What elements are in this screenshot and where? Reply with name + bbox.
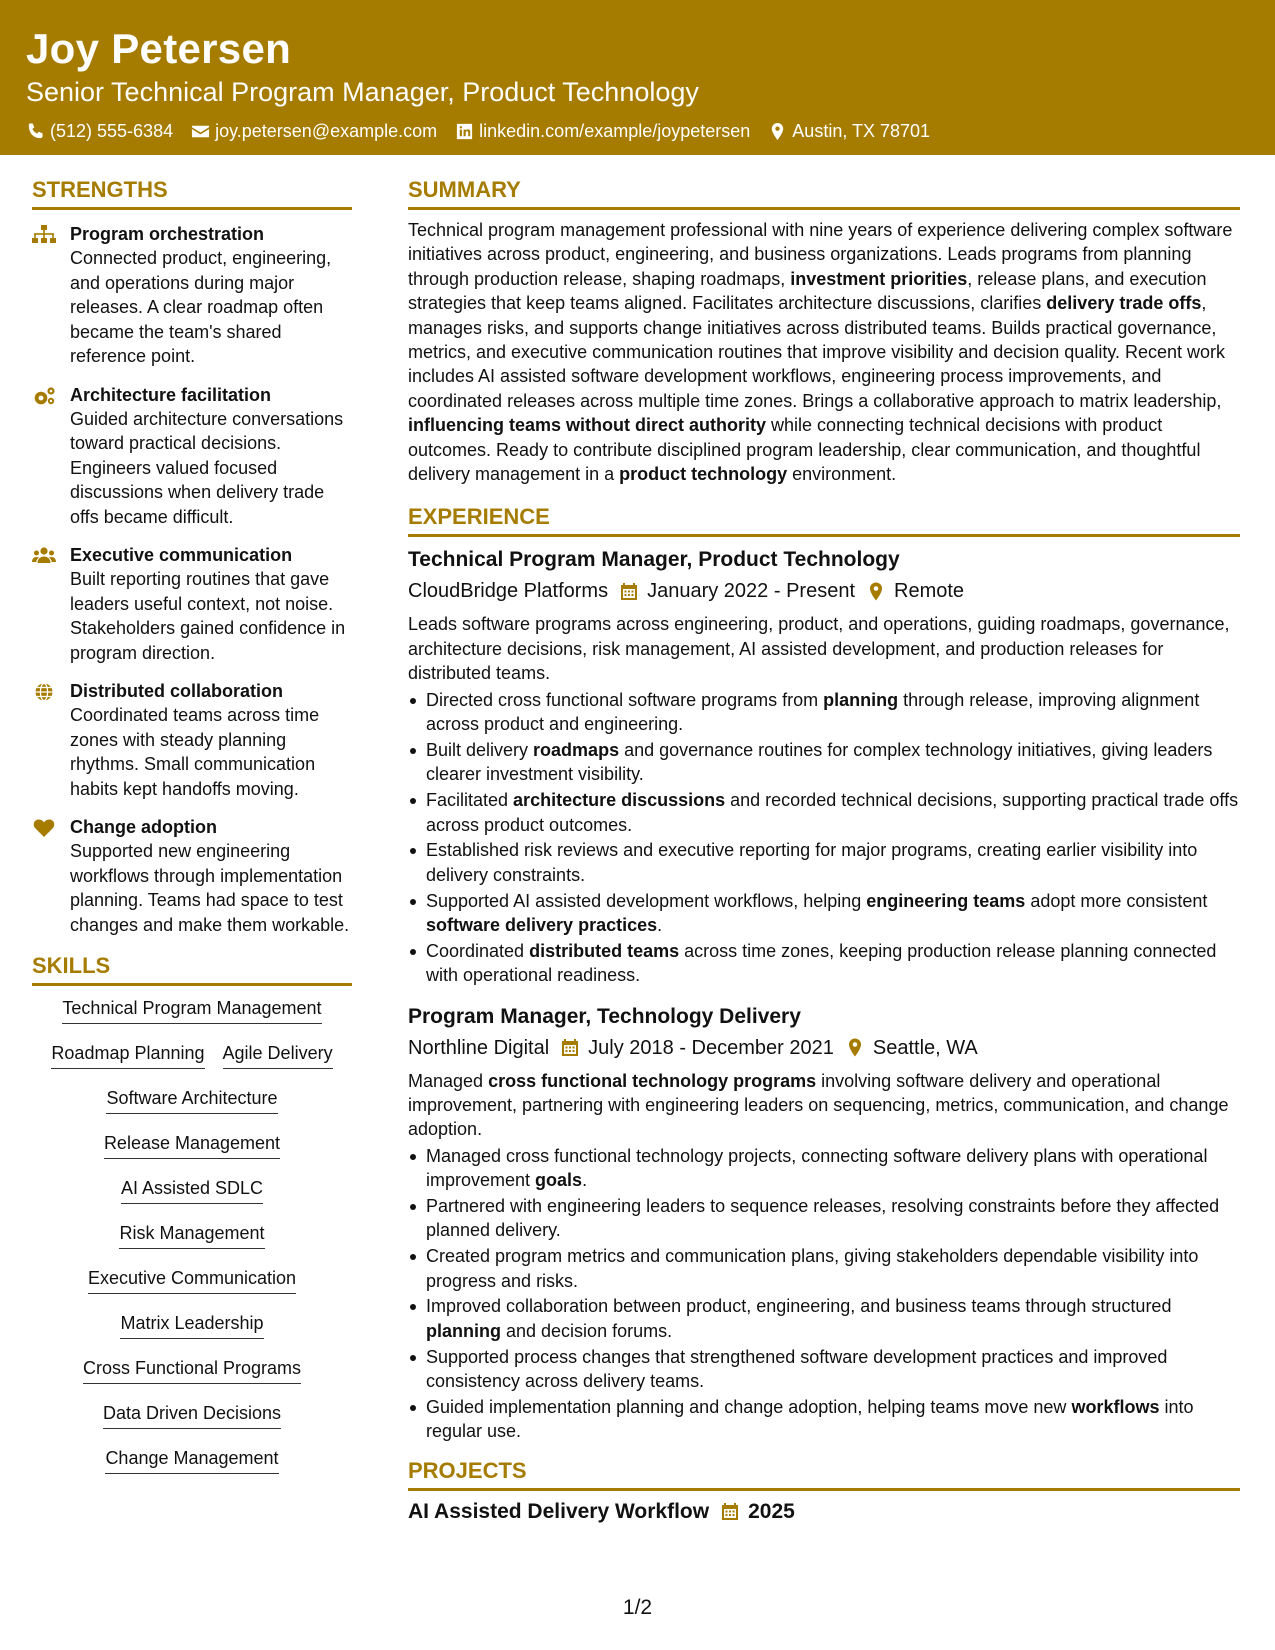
bullet-item: Partnered with engineering leaders to sequence releases, resolving constraints before they affected planned delivery. (408, 1194, 1240, 1243)
strength-desc: Coordinated teams across time zones with steady planning rhythms. Small communication habits kept handoffs moving. (70, 705, 320, 799)
skill-tag: Matrix Leadership (120, 1311, 263, 1339)
job-description: Leads software programs across engineering, product, and operations, guiding roadmaps, governance, architecture decisions, risk management, AI assisted development, and production releases for distributed teams. (408, 614, 1230, 684)
job-entry (408, 1002, 1240, 1444)
left-column (32, 175, 352, 1491)
job-meta (408, 1033, 1240, 1063)
strength-item (32, 222, 352, 369)
experience-heading: EXPERIENCE (408, 502, 1240, 537)
strengths-list (32, 222, 352, 937)
emphasis-text: architecture discussions (513, 790, 726, 811)
emphasis-text: goals (535, 1170, 583, 1191)
project-name: AI Assisted Delivery Workflow (408, 1499, 710, 1523)
job-company: CloudBridge Platforms (408, 580, 609, 603)
summary-heading: SUMMARY (408, 175, 1240, 210)
envelope-icon (191, 122, 210, 141)
strength-name: Change adoption (70, 817, 217, 837)
emphasis-text: delivery trade offs (1046, 293, 1202, 314)
bullet-item: Guided implementation planning and change adoption, helping teams move new workflows into regular use. (408, 1395, 1240, 1444)
candidate-title: Senior Technical Program Manager, Product Technology (26, 77, 699, 107)
strength-name: Executive communication (70, 545, 293, 565)
phone-icon (26, 122, 45, 141)
emphasis-text: workflows (1071, 1396, 1160, 1417)
job-description: Managed cross functional technology programs involving software delivery and operational improvement, partnering with engineering leaders on sequencing, metrics, communication, and change adoption. (408, 1070, 1229, 1140)
skill-tag: Change Management (105, 1446, 278, 1474)
right-column (408, 175, 1240, 1527)
page-number: 1/2 (622, 1596, 653, 1619)
skill-tag: Agile Delivery (223, 1041, 333, 1069)
bullet-item: Established risk reviews and executive reporting for major programs, creating earlier visibility into delivery constraints. (408, 838, 1240, 887)
emphasis-text: roadmaps (533, 739, 620, 760)
skill-tag: Data Driven Decisions (103, 1401, 281, 1429)
strength-name: Program orchestration (70, 224, 265, 244)
project-entry (408, 1497, 1240, 1527)
strength-item (32, 543, 352, 665)
contact-row (26, 119, 1275, 143)
job-meta (408, 576, 1240, 606)
contact-email[interactable] (191, 119, 437, 143)
emphasis-text: influencing teams without direct authority (408, 415, 767, 436)
strength-desc: Built reporting routines that gave leaders useful context, not noise. Stakeholders gained confidence in program direction. (70, 569, 346, 663)
project-year: 2025 (748, 1499, 795, 1523)
email-text[interactable]: joy.petersen@example.com (215, 121, 438, 141)
strength-desc: Connected product, engineering, and operations during major releases. A clear roadmap often became the team's shared reference point. (70, 248, 332, 366)
emphasis-text: distributed teams (529, 940, 680, 961)
linkedin-icon (455, 122, 474, 141)
linkedin-text[interactable]: linkedin.com/example/joypetersen (479, 121, 751, 141)
skills-heading: SKILLS (32, 951, 352, 986)
emphasis-text: planning (426, 1320, 501, 1341)
calendar-icon (721, 1502, 739, 1521)
emphasis-text: engineering teams (866, 890, 1026, 911)
resume-header (0, 0, 1275, 155)
experience-section (408, 502, 1240, 1443)
contact-phone (26, 119, 173, 143)
strength-item (32, 815, 352, 937)
projects-heading: PROJECTS (408, 1456, 1240, 1491)
heart-icon (32, 818, 56, 838)
job-location: Remote (894, 580, 965, 603)
job-bullets (408, 688, 1240, 988)
skill-tag: AI Assisted SDLC (121, 1176, 263, 1204)
strength-name: Distributed collaboration (70, 681, 284, 701)
map-pin-icon (846, 1038, 864, 1057)
strength-item (32, 383, 352, 530)
bullet-item: Built delivery roadmaps and governance routines for complex technology initiatives, giving leaders clearer investment visibility. (408, 738, 1240, 787)
strength-item (32, 679, 352, 801)
phone-text: (512) 555-6384 (50, 121, 174, 141)
calendar-icon (561, 1038, 579, 1057)
job-entry (408, 545, 1240, 987)
map-pin-icon (867, 582, 885, 601)
bullet-item: Directed cross functional software programs from planning through release, improving alignment across product and engineering. (408, 688, 1240, 737)
skill-tag: Software Architecture (106, 1086, 277, 1114)
job-location: Seattle, WA (872, 1036, 978, 1059)
job-dates: January 2022 - Present (647, 580, 855, 603)
sitemap-icon (32, 225, 56, 245)
job-title: Program Manager, Technology Delivery (408, 1004, 801, 1028)
strength-name: Architecture facilitation (70, 384, 272, 405)
skill-tag: Risk Management (119, 1221, 264, 1249)
skill-tag: Cross Functional Programs (83, 1356, 301, 1384)
skill-tag: Roadmap Planning (51, 1041, 204, 1069)
job-bullets (408, 1144, 1240, 1444)
skill-tag: Technical Program Management (62, 996, 321, 1024)
contact-linkedin[interactable] (455, 119, 750, 143)
emphasis-text: investment priorities (790, 268, 968, 289)
emphasis-text: cross functional technology programs (488, 1070, 817, 1091)
bullet-item: Facilitated architecture discussions and recorded technical decisions, supporting practical trade offs across product outcomes. (408, 788, 1240, 837)
bullet-item: Managed cross functional technology projects, connecting software delivery plans with operational improvement goals. (408, 1144, 1240, 1193)
job-company: Northline Digital (408, 1036, 550, 1059)
bullet-item: Supported AI assisted development workflows, helping engineering teams adopt more consistent software delivery practices. (408, 889, 1240, 938)
emphasis-text: product technology (619, 464, 788, 485)
skill-tag: Release Management (104, 1131, 280, 1159)
strength-desc: Supported new engineering workflows through implementation planning. Teams had space to test changes and make them workable. (70, 841, 350, 935)
summary-text: Technical program management professional with nine years of experience delivering complex software initiatives across product, engineering, and business organizations. Leads programs from planning through production release, shaping roadmaps, investment priorities, release plans, and execution strategies that keep teams aligned. Facilitates architecture discussions, clarifies delivery trade offs, manages risks, and supports change initiatives across distributed teams. Builds practical governance, metrics, and executive communication routines that improve visibility and decision quality. Recent work includes AI assisted software development workflows, engineering process improvements, and coordinated releases across multiple time zones. Brings a collaborative approach to matrix leadership, influencing teams without direct authority while connecting technical decisions with product outcomes. Ready to contribute disciplined program leadership, clear communication, and thoughtful delivery management in a product technology environment. (408, 220, 1233, 485)
contact-location (768, 119, 930, 143)
bullet-item: Coordinated distributed teams across time zones, keeping production release planning connected with operational readiness. (408, 939, 1240, 988)
strength-desc: Guided architecture conversations toward practical decisions. Engineers valued focused discussions when delivery trade offs became difficult. (70, 408, 344, 527)
map-pin-icon (768, 122, 787, 141)
users-icon (32, 546, 56, 566)
location-text: Austin, TX 78701 (792, 121, 931, 141)
projects-section (408, 1456, 1240, 1527)
globe-icon (32, 682, 56, 702)
bullet-item: Improved collaboration between product, engineering, and business teams through structured planning and decision forums. (408, 1294, 1240, 1343)
emphasis-text: planning (823, 689, 899, 710)
bullet-item: Created program metrics and communication plans, giving stakeholders dependable visibility into progress and risks. (408, 1244, 1240, 1293)
job-title: Technical Program Manager, Product Technology (408, 548, 900, 572)
emphasis-text: software delivery practices (426, 914, 658, 935)
skills-list (32, 996, 352, 1491)
job-dates: July 2018 - December 2021 (588, 1036, 834, 1059)
strengths-heading: STRENGTHS (32, 175, 352, 210)
calendar-icon (620, 582, 638, 601)
candidate-name: Joy Petersen (26, 25, 292, 72)
bullet-item: Supported process changes that strengthened software development practices and improved consistency across delivery teams. (408, 1345, 1240, 1394)
skills-section (32, 951, 352, 1491)
skill-tag: Executive Communication (88, 1266, 296, 1294)
gears-icon (32, 386, 56, 406)
